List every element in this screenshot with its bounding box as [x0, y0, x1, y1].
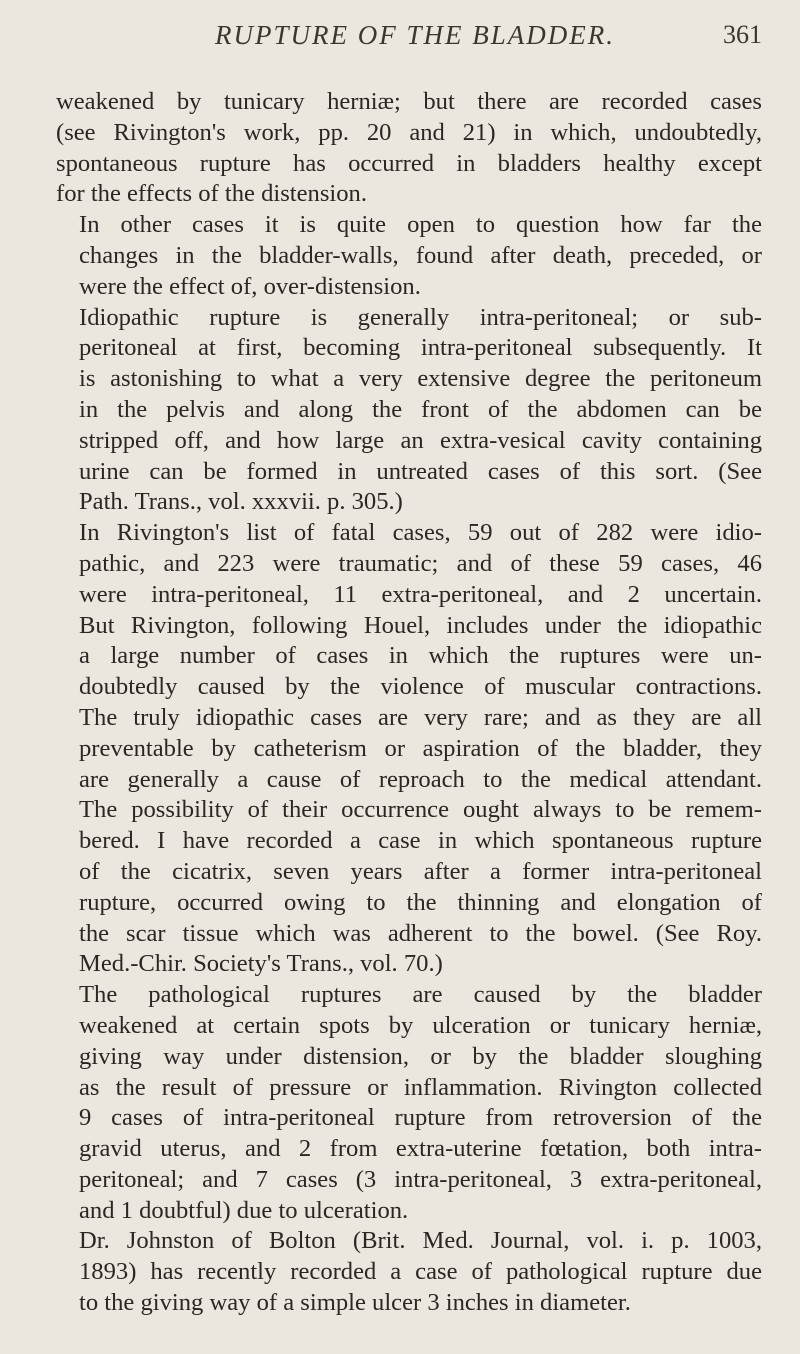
text-line: In other cases it is quite open to question how far the [79, 211, 762, 239]
text-line: Dr. Johnston of Bolton (Brit. Med. Journal, vol. i. p. 1003, [79, 1227, 762, 1255]
paragraph [56, 980, 762, 1226]
text-line: to the giving way of a simple ulcer 3 inches in diameter. [79, 1289, 631, 1317]
text-line: The truly idiopathic cases are very rare; and as they are all [79, 703, 762, 731]
text-line: preventable by catheterism or aspiration of the bladder, they [79, 734, 762, 762]
text-line: peritoneal at first, becoming intra-peritoneal subsequently. It [79, 334, 762, 362]
paragraph [56, 518, 762, 980]
text-line: Med.-Chir. Society's Trans., vol. 70.) [79, 950, 443, 978]
text-line: rupture, occurred owing to the thinning and elongation of [79, 888, 762, 916]
text-line: stripped off, and how large an extra-vesical cavity containing [79, 426, 762, 454]
paragraph [56, 210, 762, 302]
text-line: The pathological ruptures are caused by the bladder [79, 981, 762, 1009]
text-line: giving way under distension, or by the bladder sloughing [79, 1042, 762, 1070]
text-line: Idiopathic rupture is generally intra-peritoneal; or sub- [79, 303, 762, 331]
text-line: is astonishing to what a very extensive degree the peritoneum [79, 365, 762, 393]
text-line: a large number of cases in which the ruptures were un- [79, 642, 762, 670]
text-line: In Rivington's list of fatal cases, 59 out of 282 were idio- [79, 519, 762, 547]
text-line: and 1 doubtful) due to ulceration. [79, 1196, 409, 1224]
text-line: spontaneous rupture has occurred in bladders healthy except [56, 149, 762, 177]
text-line: gravid uterus, and 2 from extra-uterine fœtation, both intra- [79, 1135, 762, 1163]
text-line: bered. I have recorded a case in which spontaneous rupture [79, 827, 762, 855]
page-number: 361 [723, 20, 762, 49]
text-line: of the cicatrix, seven years after a former intra-peritoneal [79, 857, 762, 885]
text-line: for the effects of the distension. [56, 180, 367, 208]
body-text [56, 87, 762, 1319]
text-line: 1893) has recently recorded a case of pathological rupture due [79, 1258, 762, 1286]
text-line: weakened by tunicary herniæ; but there are recorded cases [56, 88, 762, 115]
text-line: as the result of pressure or inflammation. Rivington collected [79, 1073, 762, 1101]
text-line: changes in the bladder-walls, found after death, preceded, or [79, 241, 762, 269]
text-line: peritoneal; and 7 cases (3 intra-peritoneal, 3 extra-peritoneal, [79, 1165, 762, 1193]
text-line: doubtedly caused by the violence of muscular contractions. [79, 673, 762, 701]
text-line: (see Rivington's work, pp. 20 and 21) in which, undoubtedly, [56, 118, 762, 146]
text-line: weakened at certain spots by ulceration or tunicary herniæ, [79, 1011, 762, 1039]
text-line: Path. Trans., vol. xxxvii. p. 305.) [79, 488, 403, 516]
paragraph [56, 87, 762, 210]
text-line: in the pelvis and along the front of the abdomen can be [79, 395, 762, 423]
text-line: 9 cases of intra-peritoneal rupture from retroversion of the [79, 1104, 762, 1132]
text-line: But Rivington, following Houel, includes under the idiopathic [79, 611, 762, 639]
text-line: urine can be formed in untreated cases of this sort. (See [79, 457, 762, 485]
text-line: pathic, and 223 were traumatic; and of these 59 cases, 46 [79, 549, 762, 577]
text-line: The possibility of their occurrence ought always to be remem- [79, 796, 762, 824]
text-line: were the effect of, over-distension. [79, 272, 421, 300]
running-head-title: RUPTURE OF THE BLADDER. [215, 20, 615, 50]
text-line: the scar tissue which was adherent to the bowel. (See Roy. [79, 919, 762, 947]
running-head [0, 16, 800, 56]
paragraph [56, 1226, 762, 1318]
paragraph [56, 303, 762, 519]
text-line: are generally a cause of reproach to the medical attendant. [79, 765, 762, 793]
text-line: were intra-peritoneal, 11 extra-peritoneal, and 2 uncertain. [79, 580, 762, 608]
